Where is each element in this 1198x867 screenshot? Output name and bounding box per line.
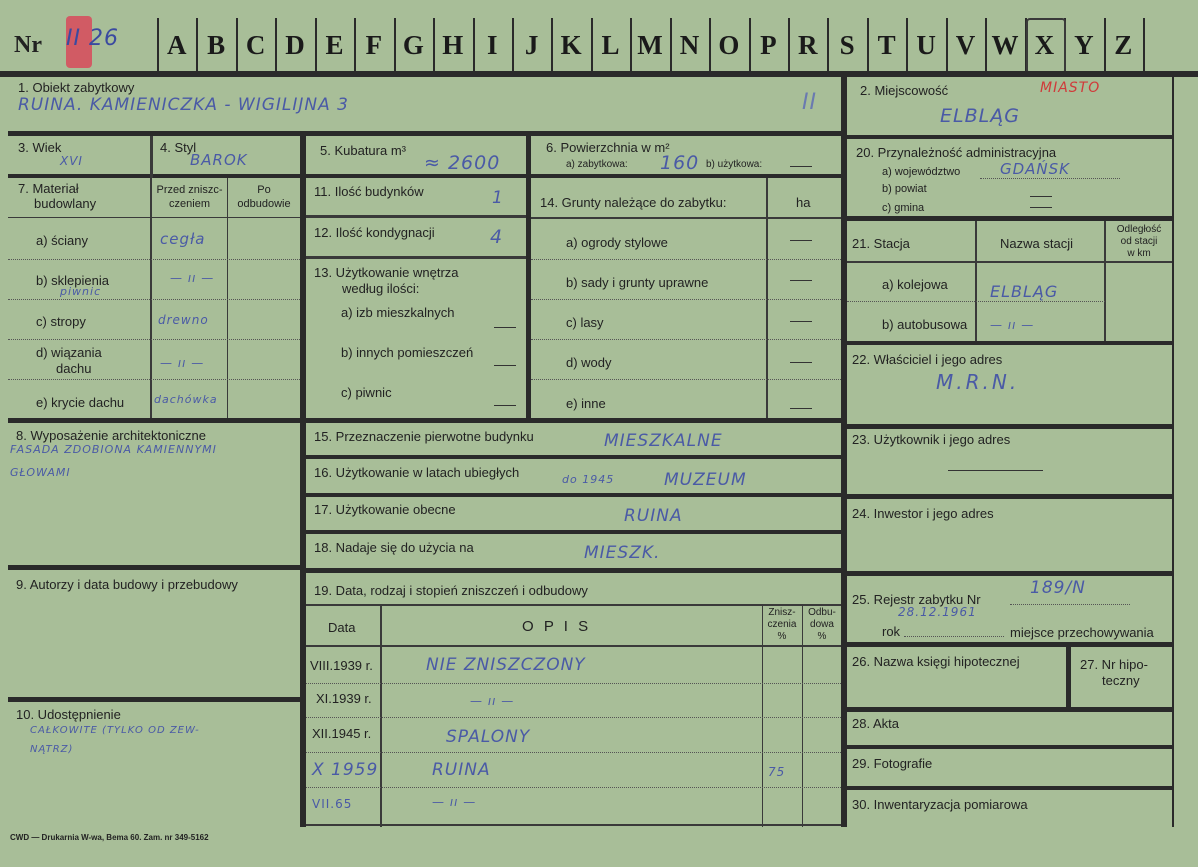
letter-o: O xyxy=(718,30,740,60)
letter-separator xyxy=(630,18,632,71)
letter-separator xyxy=(827,18,829,71)
letter-separator xyxy=(788,18,790,71)
field-7-roofing-value: dachówka xyxy=(154,393,218,406)
field-29-label: 29. Fotografie xyxy=(852,756,933,771)
field-20-a: a) województwo xyxy=(882,166,961,178)
field-11-label: 11. Ilość budynków xyxy=(314,184,424,199)
field-7-row-roofing: e) krycie dachu xyxy=(36,395,125,410)
field-30-label: 30. Inwentaryzacja pomiarowa xyxy=(852,797,1028,812)
field-19-row-4-date: X 1959 xyxy=(312,760,379,780)
letter-w: W xyxy=(991,30,1019,60)
field-15-value: MIESZKALNE xyxy=(604,431,723,451)
field-14-row-a: a) ogrody stylowe xyxy=(566,235,668,250)
field-17-label: 17. Użytkowanie obecne xyxy=(314,502,456,517)
field-26-label: 26. Nazwa księgi hipotecznej xyxy=(852,654,1020,669)
field-12-value: 4 xyxy=(490,226,504,248)
field-7-col-after-2: odbudowie xyxy=(237,198,291,210)
field-3-label: 3. Wiek xyxy=(18,140,62,155)
field-2-stamp: MIASTO xyxy=(1040,80,1101,96)
field-27-label-1: 27. Nr hipo- xyxy=(1080,657,1148,672)
letter-separator xyxy=(394,18,396,71)
field-20-c: c) gmina xyxy=(882,202,925,214)
field-24-label: 24. Inwestor i jego adres xyxy=(852,506,994,521)
letter-separator xyxy=(1104,18,1106,71)
letter-s: S xyxy=(839,30,855,60)
field-2-label: 2. Miejscowość xyxy=(860,83,949,98)
nr-value: II 26 xyxy=(66,26,119,51)
field-27-label-2: teczny xyxy=(1102,673,1140,688)
field-4-value: BAROK xyxy=(190,151,248,169)
letter-p: P xyxy=(760,30,777,60)
field-19-row-2-opis: — ıı — xyxy=(470,694,515,708)
field-21-a-value: ELBLĄG xyxy=(990,282,1059,301)
field-19-col-date: Data xyxy=(328,620,356,635)
field-28-label: 28. Akta xyxy=(852,716,899,731)
letter-separator xyxy=(512,18,514,71)
field-22-label: 22. Właściciel i jego adres xyxy=(852,352,1003,367)
letter-x-mark xyxy=(1026,18,1066,74)
field-21-col-name: Nazwa stacji xyxy=(1000,236,1073,251)
field-2-value: ELBLĄG xyxy=(940,105,1020,127)
letter-y: Y xyxy=(1074,30,1094,60)
field-7-row-vaults: b) sklepienia xyxy=(36,273,109,288)
field-15-label: 15. Przeznaczenie pierwotne budynku xyxy=(314,429,534,444)
letter-separator xyxy=(985,18,987,71)
field-8-line-1: FASADA ZDOBIONA KAMIENNYMI xyxy=(10,443,217,456)
letter-separator xyxy=(196,18,198,71)
letter-g: G xyxy=(402,30,424,60)
field-14-row-d: d) wody xyxy=(566,355,612,370)
letter-separator xyxy=(236,18,238,71)
field-14-row-e: e) inne xyxy=(566,396,606,411)
field-19-col-z-2: czenia xyxy=(767,619,797,630)
field-21-dist-3: w km xyxy=(1127,248,1151,259)
field-19-label: 19. Data, rodzaj i stopień zniszczeń i odbudowy xyxy=(314,583,588,598)
field-16-label: 16. Użytkowanie w latach ubiegłych xyxy=(314,465,520,480)
field-20-a-value: GDAŃSK xyxy=(1000,160,1071,178)
field-14-row-b: b) sady i grunty uprawne xyxy=(566,275,709,290)
field-10-label: 10. Udostępnienie xyxy=(16,707,121,722)
field-7-ceilings-value: drewno xyxy=(158,313,209,327)
letter-separator xyxy=(867,18,869,71)
field-19-col-opis: O P I S xyxy=(522,618,592,635)
field-19-row-5-date: VII.65 xyxy=(312,797,353,811)
field-19-col-o-1: Odbu- xyxy=(808,607,836,618)
field-20-label: 20. Przynależność administracyjna xyxy=(856,145,1057,160)
field-10-line-2: NĄTRZ) xyxy=(30,744,74,755)
printer-imprint: CWD — Drukarnia W-wa, Bema 60. Zam. nr 349-5162 xyxy=(10,833,209,842)
letter-x: X xyxy=(1034,30,1055,60)
field-1-mark: II xyxy=(802,90,817,115)
field-13-label-1: 13. Użytkowanie wnętrza xyxy=(314,265,459,280)
field-25-rok-label: rok xyxy=(882,624,901,639)
field-8-label: 8. Wyposażenie architektoniczne xyxy=(16,428,206,443)
letter-n: N xyxy=(679,30,700,60)
letter-separator xyxy=(591,18,593,71)
letter-l: L xyxy=(601,30,620,60)
field-7-label-2: budowlany xyxy=(34,196,97,211)
letter-e: E xyxy=(325,30,344,60)
field-7-row-walls: a) ściany xyxy=(36,233,89,248)
letter-t: T xyxy=(877,30,896,60)
field-17-value: RUINA xyxy=(624,506,683,526)
field-14-row-c: c) lasy xyxy=(566,315,604,330)
field-11-value: 1 xyxy=(492,188,504,208)
field-7-walls-value: cegła xyxy=(160,230,206,248)
field-6-sub-a: a) zabytkowa: xyxy=(566,159,628,170)
field-14-unit: ha xyxy=(796,195,811,210)
field-7-trusses-value: — ıı — xyxy=(160,356,205,370)
field-19-col-z-1: Znisz- xyxy=(768,607,796,618)
letter-z: Z xyxy=(1114,30,1133,60)
letter-b: B xyxy=(207,30,226,60)
field-16-prefix: do 1945 xyxy=(562,473,615,486)
field-13-a: a) izb mieszkalnych xyxy=(341,305,455,320)
field-6-value-a: 160 xyxy=(660,152,700,174)
field-14-label: 14. Grunty należące do zabytku: xyxy=(540,195,727,210)
letter-m: M xyxy=(637,30,663,60)
field-19-row-1-date: VIII.1939 r. xyxy=(310,658,373,673)
field-21-b: b) autobusowa xyxy=(882,317,968,332)
field-13-c: c) piwnic xyxy=(341,385,392,400)
field-18-label: 18. Nadaje się do użycia na xyxy=(314,540,474,555)
letter-separator xyxy=(315,18,317,71)
letter-separator xyxy=(275,18,277,71)
field-9-label: 9. Autorzy i data budowy i przebudowy xyxy=(16,577,238,592)
field-7-col-before-2: czeniem xyxy=(169,198,210,210)
field-8-line-2: GŁOWAMI xyxy=(10,466,71,479)
field-22-value: M.R.N. xyxy=(936,370,1020,394)
letter-d: D xyxy=(285,30,305,60)
letter-separator xyxy=(906,18,908,71)
field-16-value: MUZEUM xyxy=(664,470,747,490)
letter-separator xyxy=(157,18,159,71)
field-19-row-5-opis: — ıı — xyxy=(432,795,477,809)
letter-k: K xyxy=(560,30,582,60)
letter-f: F xyxy=(365,30,383,60)
field-19-row-3-date: XII.1945 r. xyxy=(312,726,372,741)
field-21-label: 21. Stacja xyxy=(852,236,910,251)
letter-j: J xyxy=(524,30,539,60)
field-13-b: b) innych pomieszczeń xyxy=(341,345,474,360)
nr-label: Nr xyxy=(14,32,42,58)
letter-separator xyxy=(473,18,475,71)
field-5-value: ≈ 2600 xyxy=(424,152,501,174)
field-12-label: 12. Ilość kondygnacji xyxy=(314,225,435,240)
letter-separator xyxy=(1143,18,1145,71)
field-25-label: 25. Rejestr zabytku Nr xyxy=(852,592,981,607)
letter-separator xyxy=(670,18,672,71)
field-7-vaults-value: — ıı — xyxy=(170,271,215,285)
field-7-label-1: 7. Materiał xyxy=(18,181,79,196)
field-1-label: 1. Obiekt zabytkowy xyxy=(18,80,135,95)
field-21-a: a) kolejowa xyxy=(882,277,948,292)
field-1-value: RUINA. KAMIENICZKA - WIGILIJNA 3 xyxy=(18,95,349,115)
field-7-row-trusses: d) wiązania xyxy=(36,345,102,360)
field-23-label: 23. Użytkownik i jego adres xyxy=(852,432,1011,447)
letter-separator xyxy=(354,18,356,71)
field-19-col-z-3: % xyxy=(777,631,787,642)
field-25-rok-value: 28.12.1961 xyxy=(898,605,977,619)
field-5-label: 5. Kubatura m³ xyxy=(320,143,406,158)
field-7-col-before-1: Przed zniszc- xyxy=(156,184,223,196)
field-19-row-1-opis: NIE ZNISZCZONY xyxy=(426,655,586,675)
letter-a: A xyxy=(166,30,187,60)
field-13-label-2: według ilości: xyxy=(342,281,420,296)
letter-h: H xyxy=(442,30,464,60)
field-18-value: MIESZK. xyxy=(584,543,661,563)
field-19-col-o-2: dowa xyxy=(810,619,834,630)
field-25-place: miejsce przechowywania xyxy=(1010,625,1154,640)
field-4-label: 4. Styl xyxy=(160,140,197,155)
field-7-vaults-note: piwnic xyxy=(60,285,102,298)
letter-u: U xyxy=(916,30,936,60)
field-6-sub-b: b) użytkowa: xyxy=(706,159,763,170)
field-19-col-o-3: % xyxy=(817,631,827,642)
letter-r: R xyxy=(798,30,818,60)
field-25-value: 189/N xyxy=(1030,578,1086,598)
letter-separator xyxy=(946,18,948,71)
field-21-dist-2: od stacji xyxy=(1120,236,1158,247)
letter-i: I xyxy=(486,30,498,60)
field-19-row-4-opis: RUINA xyxy=(432,760,491,780)
field-10-line-1: CAŁKOWITE (TYLKO OD ZEW- xyxy=(30,725,200,736)
field-6-label: 6. Powierzchnia w m² xyxy=(546,140,670,155)
field-3-value: XVI xyxy=(60,154,83,168)
letter-v: V xyxy=(955,30,976,60)
letter-separator xyxy=(709,18,711,71)
letter-c: C xyxy=(245,30,266,60)
letter-separator xyxy=(551,18,553,71)
field-19-row-4-z: 75 xyxy=(768,765,786,779)
field-20-b: b) powiat xyxy=(882,183,927,195)
field-21-b-value: — ıı — xyxy=(990,318,1035,332)
field-7-col-after-1: Po xyxy=(257,184,271,196)
letter-separator xyxy=(749,18,751,71)
field-7-row-trusses-2: dachu xyxy=(56,361,92,376)
field-21-dist-1: Odległość xyxy=(1116,224,1162,235)
field-7-row-ceilings: c) stropy xyxy=(36,314,86,329)
field-19-row-3-opis: SPALONY xyxy=(446,727,531,747)
letter-separator xyxy=(433,18,435,71)
field-19-row-2-date: XI.1939 r. xyxy=(316,691,372,706)
